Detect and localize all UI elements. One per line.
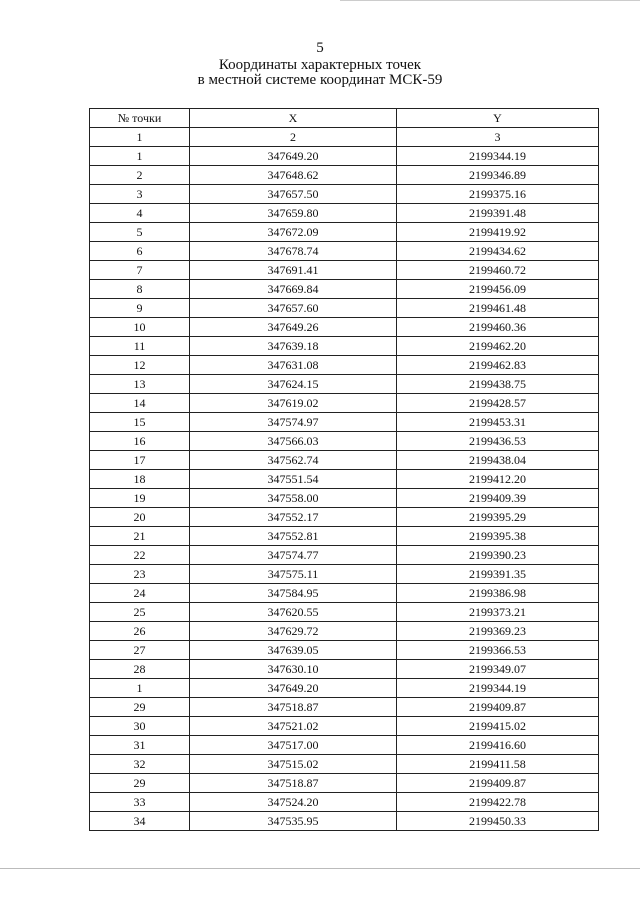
point-number-cell: 19	[90, 489, 190, 508]
table-row	[90, 261, 599, 280]
x-coordinate-cell: 347648.62	[190, 166, 397, 185]
point-number-cell: 29	[90, 774, 190, 793]
point-number-cell: 20	[90, 508, 190, 527]
x-coordinate-cell: 347657.60	[190, 299, 397, 318]
x-coordinate-cell: 347659.80	[190, 204, 397, 223]
x-coordinate-cell: 347669.84	[190, 280, 397, 299]
x-coordinate-cell: 347552.81	[190, 527, 397, 546]
x-coordinate-cell: 347518.87	[190, 774, 397, 793]
table-row	[90, 223, 599, 242]
point-number-cell: 9	[90, 299, 190, 318]
table-row	[90, 527, 599, 546]
table-row	[90, 603, 599, 622]
table-row	[90, 584, 599, 603]
point-number-cell: 27	[90, 641, 190, 660]
x-coordinate-cell: 347517.00	[190, 736, 397, 755]
coordinates-table	[89, 108, 599, 831]
y-coordinate-cell: 2199438.04	[397, 451, 599, 470]
table-row	[90, 736, 599, 755]
y-coordinate-cell: 2199419.92	[397, 223, 599, 242]
point-number-cell: 17	[90, 451, 190, 470]
y-coordinate-cell: 2199344.19	[397, 679, 599, 698]
point-number-cell: 11	[90, 337, 190, 356]
table-row	[90, 565, 599, 584]
y-coordinate-cell: 2199456.09	[397, 280, 599, 299]
point-number-cell: 23	[90, 565, 190, 584]
x-coordinate-cell: 347558.00	[190, 489, 397, 508]
y-coordinate-cell: 2199409.39	[397, 489, 599, 508]
point-number-cell: 32	[90, 755, 190, 774]
table-row	[90, 280, 599, 299]
point-number-cell: 24	[90, 584, 190, 603]
point-number-cell: 28	[90, 660, 190, 679]
x-coordinate-cell: 347619.02	[190, 394, 397, 413]
point-number-cell: 31	[90, 736, 190, 755]
column-number-2: 2	[190, 128, 397, 147]
table-row	[90, 641, 599, 660]
y-coordinate-cell: 2199409.87	[397, 774, 599, 793]
y-coordinate-cell: 2199391.35	[397, 565, 599, 584]
table-row	[90, 470, 599, 489]
table-row	[90, 204, 599, 223]
y-coordinate-cell: 2199395.29	[397, 508, 599, 527]
y-coordinate-cell: 2199462.83	[397, 356, 599, 375]
point-number-cell: 7	[90, 261, 190, 280]
point-number-cell: 26	[90, 622, 190, 641]
y-coordinate-cell: 2199349.07	[397, 660, 599, 679]
point-number-cell: 5	[90, 223, 190, 242]
table-row	[90, 147, 599, 166]
x-coordinate-cell: 347631.08	[190, 356, 397, 375]
header-y: Y	[397, 109, 599, 128]
column-number-1: 1	[90, 128, 190, 147]
point-number-cell: 14	[90, 394, 190, 413]
top-border-line	[340, 0, 640, 1]
x-coordinate-cell: 347515.02	[190, 755, 397, 774]
point-number-cell: 4	[90, 204, 190, 223]
x-coordinate-cell: 347584.95	[190, 584, 397, 603]
point-number-cell: 18	[90, 470, 190, 489]
x-coordinate-cell: 347649.26	[190, 318, 397, 337]
y-coordinate-cell: 2199415.02	[397, 717, 599, 736]
point-number-cell: 3	[90, 185, 190, 204]
table-row	[90, 489, 599, 508]
table-row	[90, 394, 599, 413]
point-number-cell: 34	[90, 812, 190, 831]
x-coordinate-cell: 347552.17	[190, 508, 397, 527]
x-coordinate-cell: 347630.10	[190, 660, 397, 679]
y-coordinate-cell: 2199366.53	[397, 641, 599, 660]
y-coordinate-cell: 2199422.78	[397, 793, 599, 812]
table-row	[90, 318, 599, 337]
table-row	[90, 717, 599, 736]
table-row	[90, 185, 599, 204]
table-row	[90, 337, 599, 356]
table-row	[90, 432, 599, 451]
x-coordinate-cell: 347672.09	[190, 223, 397, 242]
y-coordinate-cell: 2199409.87	[397, 698, 599, 717]
y-coordinate-cell: 2199462.20	[397, 337, 599, 356]
point-number-cell: 25	[90, 603, 190, 622]
x-coordinate-cell: 347678.74	[190, 242, 397, 261]
x-coordinate-cell: 347575.11	[190, 565, 397, 584]
y-coordinate-cell: 2199438.75	[397, 375, 599, 394]
table-row	[90, 622, 599, 641]
x-coordinate-cell: 347574.77	[190, 546, 397, 565]
x-coordinate-cell: 347691.41	[190, 261, 397, 280]
x-coordinate-cell: 347639.18	[190, 337, 397, 356]
y-coordinate-cell: 2199373.21	[397, 603, 599, 622]
x-coordinate-cell: 347639.05	[190, 641, 397, 660]
y-coordinate-cell: 2199386.98	[397, 584, 599, 603]
y-coordinate-cell: 2199369.23	[397, 622, 599, 641]
table-row	[90, 698, 599, 717]
point-number-cell: 21	[90, 527, 190, 546]
y-coordinate-cell: 2199453.31	[397, 413, 599, 432]
x-coordinate-cell: 347535.95	[190, 812, 397, 831]
header-row	[90, 109, 599, 128]
bottom-border-line	[0, 868, 640, 869]
table-row	[90, 166, 599, 185]
table-row	[90, 755, 599, 774]
point-number-cell: 8	[90, 280, 190, 299]
point-number-cell: 16	[90, 432, 190, 451]
y-coordinate-cell: 2199460.72	[397, 261, 599, 280]
document-title-line1: Координаты характерных точек	[218, 57, 422, 73]
point-number-cell: 22	[90, 546, 190, 565]
point-number-cell: 29	[90, 698, 190, 717]
header-x: X	[190, 109, 397, 128]
y-coordinate-cell: 2199450.33	[397, 812, 599, 831]
x-coordinate-cell: 347624.15	[190, 375, 397, 394]
y-coordinate-cell: 2199436.53	[397, 432, 599, 451]
x-coordinate-cell: 347649.20	[190, 679, 397, 698]
point-number-cell: 13	[90, 375, 190, 394]
table-row	[90, 375, 599, 394]
point-number-cell: 33	[90, 793, 190, 812]
x-coordinate-cell: 347574.97	[190, 413, 397, 432]
column-number-3: 3	[397, 128, 599, 147]
document-title-line2: в местной системе координат МСК-59	[197, 72, 443, 88]
y-coordinate-cell: 2199391.48	[397, 204, 599, 223]
y-coordinate-cell: 2199395.38	[397, 527, 599, 546]
x-coordinate-cell: 347521.02	[190, 717, 397, 736]
point-number-cell: 1	[90, 147, 190, 166]
point-number-cell: 15	[90, 413, 190, 432]
y-coordinate-cell: 2199411.58	[397, 755, 599, 774]
table-row	[90, 812, 599, 831]
table-row	[90, 451, 599, 470]
table-row	[90, 413, 599, 432]
table-row	[90, 774, 599, 793]
table-row	[90, 793, 599, 812]
y-coordinate-cell: 2199428.57	[397, 394, 599, 413]
x-coordinate-cell: 347657.50	[190, 185, 397, 204]
header-point-number: № точки	[90, 109, 190, 128]
x-coordinate-cell: 347562.74	[190, 451, 397, 470]
x-coordinate-cell: 347518.87	[190, 698, 397, 717]
point-number-cell: 6	[90, 242, 190, 261]
point-number-cell: 30	[90, 717, 190, 736]
table-row	[90, 508, 599, 527]
y-coordinate-cell: 2199460.36	[397, 318, 599, 337]
x-coordinate-cell: 347524.20	[190, 793, 397, 812]
y-coordinate-cell: 2199412.20	[397, 470, 599, 489]
x-coordinate-cell: 347620.55	[190, 603, 397, 622]
y-coordinate-cell: 2199390.23	[397, 546, 599, 565]
point-number-cell: 12	[90, 356, 190, 375]
x-coordinate-cell: 347566.03	[190, 432, 397, 451]
page-number: 5	[316, 40, 324, 56]
table-body	[90, 147, 599, 831]
table-row	[90, 679, 599, 698]
point-number-cell: 2	[90, 166, 190, 185]
y-coordinate-cell: 2199434.62	[397, 242, 599, 261]
point-number-cell: 1	[90, 679, 190, 698]
x-coordinate-cell: 347551.54	[190, 470, 397, 489]
table-row	[90, 299, 599, 318]
table-row	[90, 242, 599, 261]
table-row	[90, 356, 599, 375]
y-coordinate-cell: 2199375.16	[397, 185, 599, 204]
y-coordinate-cell: 2199416.60	[397, 736, 599, 755]
x-coordinate-cell: 347629.72	[190, 622, 397, 641]
y-coordinate-cell: 2199344.19	[397, 147, 599, 166]
y-coordinate-cell: 2199346.89	[397, 166, 599, 185]
table-row	[90, 546, 599, 565]
x-coordinate-cell: 347649.20	[190, 147, 397, 166]
y-coordinate-cell: 2199461.48	[397, 299, 599, 318]
column-number-row	[90, 128, 599, 147]
point-number-cell: 10	[90, 318, 190, 337]
table-row	[90, 660, 599, 679]
